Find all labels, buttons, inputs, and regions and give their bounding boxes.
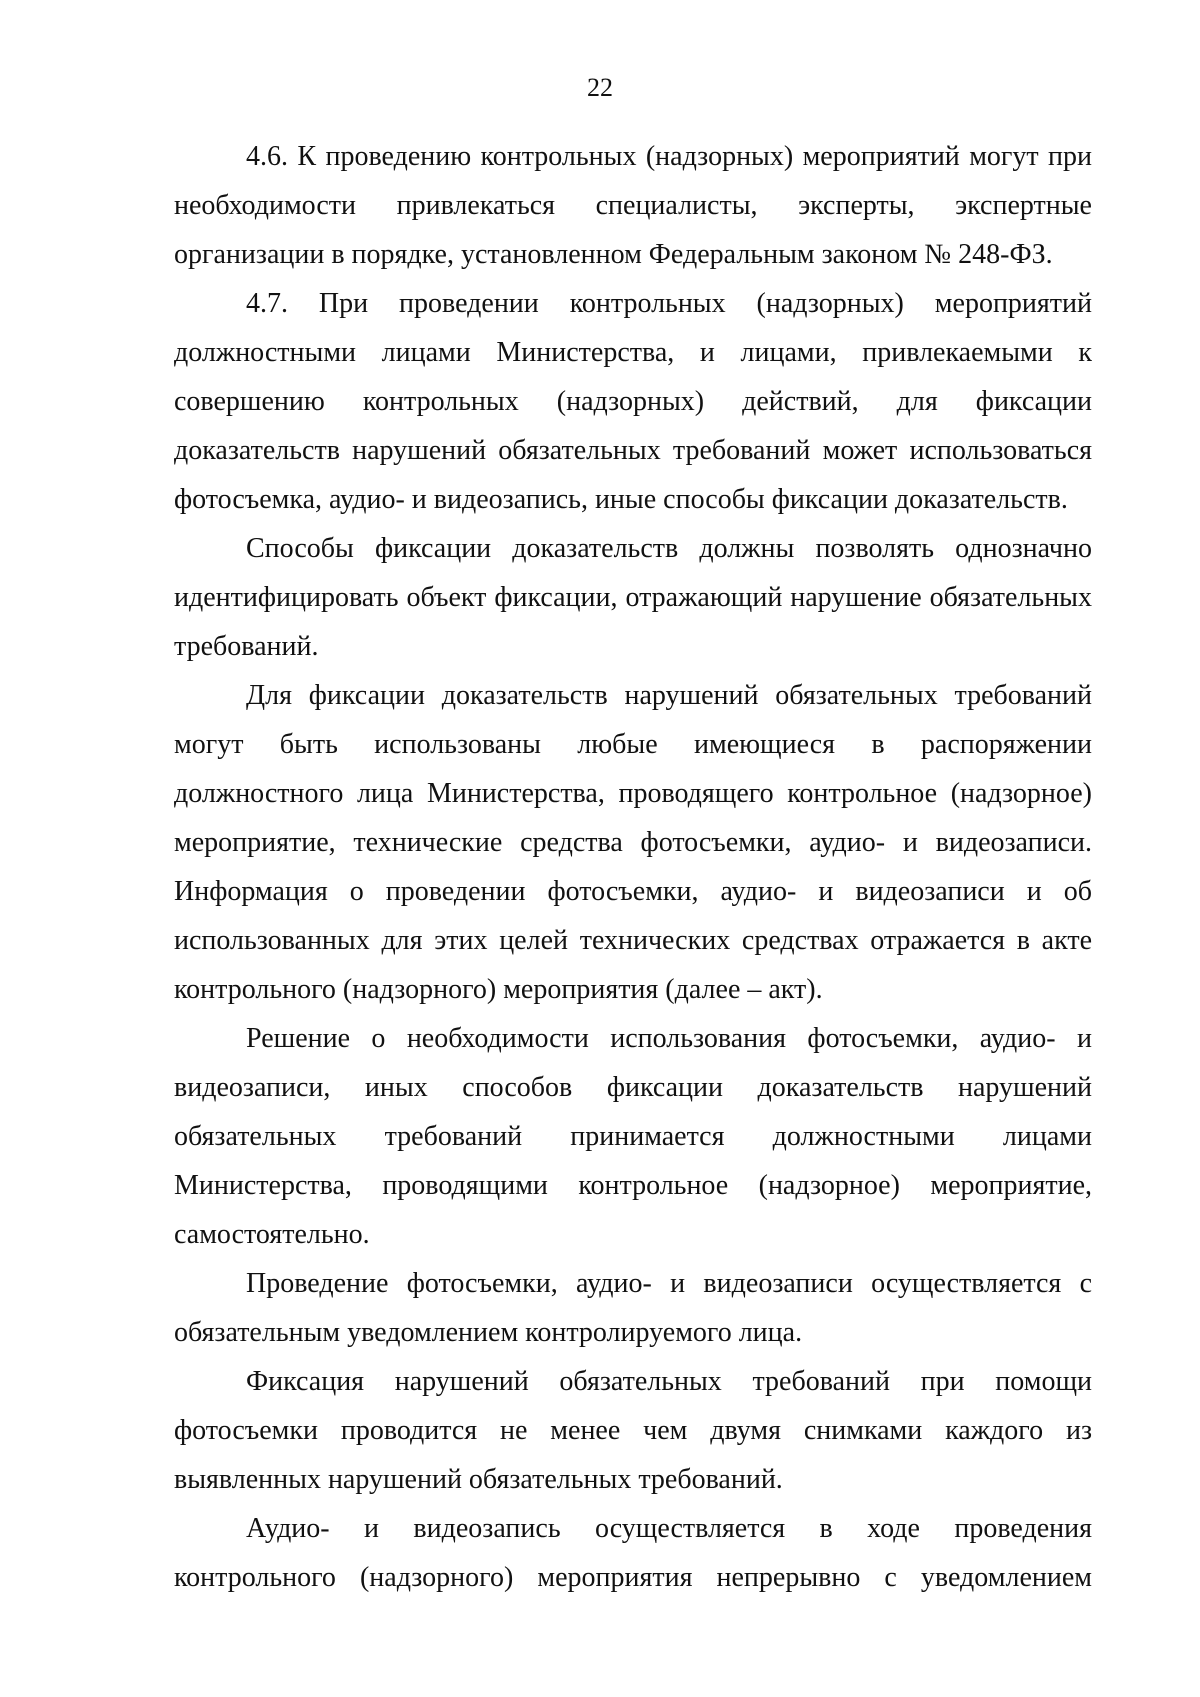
document-body [174, 132, 1092, 1602]
paragraph-decision: Решение о необходимости использования фотосъемки, аудио- и видеозаписи, иных способов фиксации доказательств нарушений обязательных требований принимается должностными лицами Министерства, проводящими контрольное (надзорное) мероприятие, самостоятельно. [174, 1023, 1092, 1250]
paragraph-evidence-methods: Способы фиксации доказательств должны позволять однозначно идентифицировать объект фиксации, отражающий нарушение обязательных требований. [174, 533, 1092, 662]
paragraph-technical-means: Для фиксации доказательств нарушений обязательных требований могут быть использованы любые имеющиеся в распоряжении должностного лица Министерства, проводящего контрольное (надзорное) мероприятие, технические средства фотосъемки, аудио- и видеозаписи. Информация о проведении фотосъемки, аудио- и видеозаписи и об использованных для этих целей технических средствах отражается в акте контрольного (надзорного) мероприятия (далее – акт). [174, 680, 1092, 1005]
paragraph-notification: Проведение фотосъемки, аудио- и видеозаписи осуществляется с обязательным уведомлением контролируемого лица. [174, 1268, 1092, 1348]
paragraph-4-6: 4.6. К проведению контрольных (надзорных) мероприятий могут при необходимости привлекаться специалисты, эксперты, экспертные организации в порядке, установленном Федеральным законом № 248-ФЗ. [174, 141, 1092, 270]
paragraph-4-7: 4.7. При проведении контрольных (надзорных) мероприятий должностными лицами Министерства, и лицами, привлекаемыми к совершению контрольных (надзорных) действий, для фиксации доказательств нарушений обязательных требований может использоваться фотосъемка, аудио- и видеозапись, иные способы фиксации доказательств. [174, 288, 1092, 515]
paragraph-audio-video: Аудио- и видеозапись осуществляется в ходе проведения контрольного (надзорного) мероприятия непрерывно с уведомлением [174, 1513, 1092, 1593]
paragraph-photo-fixation: Фиксация нарушений обязательных требований при помощи фотосъемки проводится не менее чем двумя снимками каждого из выявленных нарушений обязательных требований. [174, 1366, 1092, 1495]
page-number: 22 [587, 73, 613, 102]
